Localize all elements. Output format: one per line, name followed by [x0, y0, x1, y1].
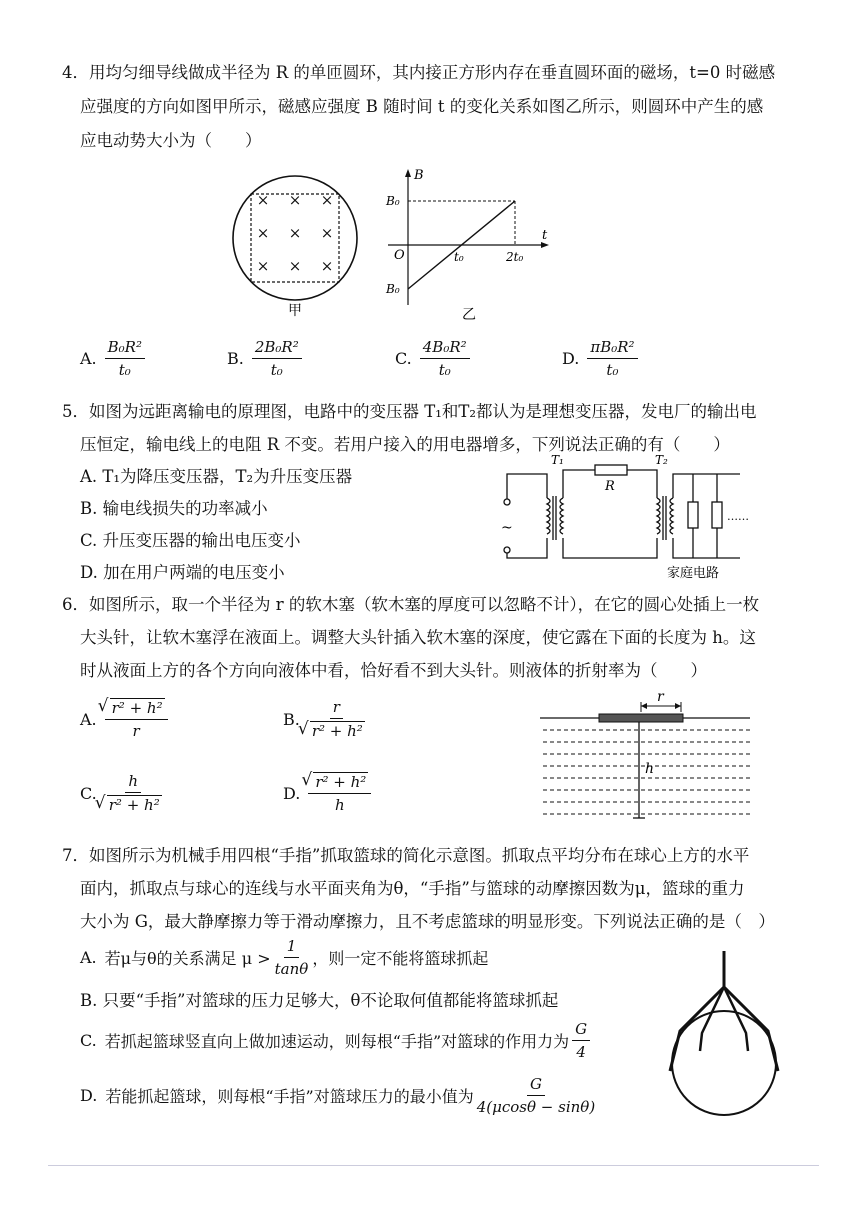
svg-text:×: ×: [256, 224, 270, 242]
option-fraction: $\frac{\text{πB₀R²}}{\text{t₀}}$: [587, 338, 637, 379]
graph-2t0-label: 2t₀: [506, 250, 524, 264]
radius-label: r: [657, 689, 664, 705]
finger-right-inner: [724, 987, 748, 1051]
q5-option-a[interactable]: A. T₁为降压变压器，T₂为升压变压器: [80, 467, 353, 486]
q5-option-b[interactable]: B. 输电线损失的功率减小: [80, 499, 268, 518]
magnetic-field-crosses: [257, 191, 334, 275]
q5-option-c[interactable]: C. 升压变压器的输出电压变小: [80, 531, 301, 550]
svg-text:×: ×: [320, 191, 334, 209]
q6-cork-figure: [535, 690, 755, 825]
option-label: C.: [395, 349, 412, 368]
svg-text:×: ×: [288, 191, 302, 209]
q4-option-b[interactable]: [227, 338, 302, 379]
option-label: A.: [80, 709, 97, 729]
graph-x-axis-label: t: [542, 228, 548, 243]
line-resistor: [595, 465, 627, 475]
resistor-label: R: [605, 479, 615, 494]
option-label: B.: [227, 349, 244, 368]
t2-secondary-coil: [670, 498, 673, 534]
q7-option-c[interactable]: [80, 1020, 590, 1061]
option-label: C.: [80, 783, 97, 803]
fig-jia-label: 甲: [288, 303, 302, 319]
q6-option-b[interactable]: [283, 698, 365, 740]
option-label: A.: [80, 948, 97, 967]
load-resistor-1: [688, 502, 698, 528]
home-circuit-label: 家庭电路: [667, 566, 720, 581]
option-text: ，则一定不能将篮球抓起: [312, 949, 489, 968]
finger-left-inner: [700, 987, 724, 1051]
depth-label: h: [645, 761, 655, 777]
q5-stem-line-2: 压恒定，输电线上的电阻 R 不变。若用户接入的用电器增多，下列说法正确的有（ ）: [80, 435, 730, 454]
q4-option-a[interactable]: [80, 338, 145, 379]
option-text: 若抓起篮球竖直向上做加速运动，则每根“手指”对篮球的作用力为: [104, 1032, 570, 1051]
t1-secondary-coil: [560, 498, 563, 534]
graph-y-axis-label: B: [414, 168, 424, 183]
q4-option-d[interactable]: [562, 338, 638, 379]
q7-stem-line-2: 面内，抓取点与球心的连线与水平面夹角为θ，“手指”与篮球的动摩擦因数为μ，篮球的重力: [80, 879, 745, 898]
q4-stem-line-1: 4．用均匀细导线做成半径为 R 的单匝圆环，其内接正方形内存在垂直圆环面的磁场，t=0 时磁感: [62, 63, 776, 82]
q6-option-a[interactable]: [80, 698, 168, 740]
source-terminal-bottom: [504, 547, 510, 553]
svg-text:×: ×: [288, 257, 302, 275]
option-fraction: r √ r² + h²: [308, 698, 365, 740]
q4-option-c[interactable]: [395, 338, 470, 379]
option-label: C.: [80, 1031, 97, 1050]
option-label: A.: [80, 349, 97, 368]
q7-option-a[interactable]: [80, 937, 488, 978]
graph-origin-label: O: [394, 248, 405, 263]
ac-source-symbol: ~: [501, 520, 513, 536]
svg-text:×: ×: [288, 224, 302, 242]
option-label: B.: [283, 709, 300, 729]
q4-stem-line-2: 应强度的方向如图甲所示，磁感应强度 B 随时间 t 的变化关系如图乙所示，则圆环中产生的感: [80, 97, 764, 116]
option-fraction: $\frac{\text{4B₀R²}}{\text{t₀}}$: [420, 338, 470, 379]
load-resistor-2: [712, 502, 722, 528]
basketball: [672, 1011, 776, 1115]
q6-option-d[interactable]: [283, 772, 371, 814]
q6-stem-line-2: 大头针，让软木塞浮在液面上。调整大头针插入软木塞的深度，使它露在下面的长度为 h。这: [80, 628, 756, 647]
option-fraction: $\frac{G}{4}$: [572, 1020, 590, 1061]
option-label: D.: [562, 349, 580, 368]
q7-option-d[interactable]: [80, 1075, 595, 1116]
svg-text:×: ×: [320, 224, 334, 242]
option-fraction: h √ r² + h²: [105, 772, 162, 814]
finger-right: [724, 987, 778, 1071]
q4-figure-jia: [225, 170, 365, 320]
option-text: 若能抓起篮球，则每根“手指”对篮球压力的最小值为: [105, 1087, 474, 1106]
graph-b0-bottom-label: B₀: [386, 282, 400, 296]
option-label: D.: [283, 783, 301, 803]
svg-text:×: ×: [256, 257, 270, 275]
q4-stem-line-3: 应电动势大小为（ ）: [80, 131, 262, 150]
option-fraction: $\frac{\text{B₀R²}}{\text{t₀}}$: [105, 338, 145, 379]
t2-primary-coil: [657, 498, 660, 534]
option-fraction: $\frac{\text{2B₀R²}}{\text{t₀}}$: [252, 338, 302, 379]
svg-text:×: ×: [256, 191, 270, 209]
page-bottom-rule: [48, 1165, 819, 1166]
cork-disc: [599, 714, 683, 722]
q5-stem-line-1: 5．如图为远距离输电的原理图，电路中的变压器 T₁和T₂都认为是理想变压器，发电厂的输出电: [62, 402, 757, 421]
t1-label: T₁: [551, 453, 564, 467]
q4-figure-yi: [380, 165, 555, 325]
q5-option-d[interactable]: D. 加在用户两端的电压变小: [80, 563, 285, 582]
svg-text:×: ×: [320, 257, 334, 275]
q7-stem-line-3: 大小为 G，最大静摩擦力等于滑动摩擦力，且不考虑篮球的明显形变。下列说法正确的是（ ）: [80, 912, 775, 931]
t1-primary-coil: [547, 498, 550, 534]
q6-stem-line-3: 时从液面上方的各个方向向液体中看，恰好看不到大头针。则液体的折射率为（ ）: [80, 661, 707, 680]
graph-t0-label: t₀: [454, 250, 464, 264]
option-fraction: $\frac{G}{4(\mu\cos\theta - \sin\theta)}$: [476, 1075, 596, 1116]
finger-left: [670, 987, 724, 1071]
q7-stem-line-1: 7．如图所示为机械手用四根“手指”抓取篮球的简化示意图。抓取点平均分布在球心上方的水平: [62, 846, 750, 865]
q5-circuit-diagram: [495, 452, 749, 582]
q7-robot-hand-figure: [660, 945, 790, 1125]
graph-b0-top-label: B₀: [386, 194, 400, 208]
option-fraction: $\frac{1}{\tan\theta}$: [274, 937, 309, 978]
q6-stem-line-1: 6．如图所示，取一个半径为 r 的软木塞（软木塞的厚度可以忽略不计），在它的圆心处插上一枚: [62, 595, 760, 614]
q6-option-c[interactable]: [80, 772, 162, 814]
load-dots: ……: [727, 510, 749, 523]
option-label: D.: [80, 1086, 98, 1105]
t2-label: T₂: [655, 453, 668, 467]
q7-option-b[interactable]: B. 只要“手指”对篮球的压力足够大，θ不论取何值都能将篮球抓起: [80, 991, 559, 1010]
source-terminal-top: [504, 499, 510, 505]
option-fraction: √ $\frac{\text{r² + h²}}{r}$: [105, 698, 168, 740]
option-fraction: √ $\frac{\text{r² + h²}}{h}$: [308, 772, 371, 814]
fig-yi-label: 乙: [462, 307, 476, 323]
option-text: 若μ与θ的关系满足 μ >: [104, 949, 271, 968]
